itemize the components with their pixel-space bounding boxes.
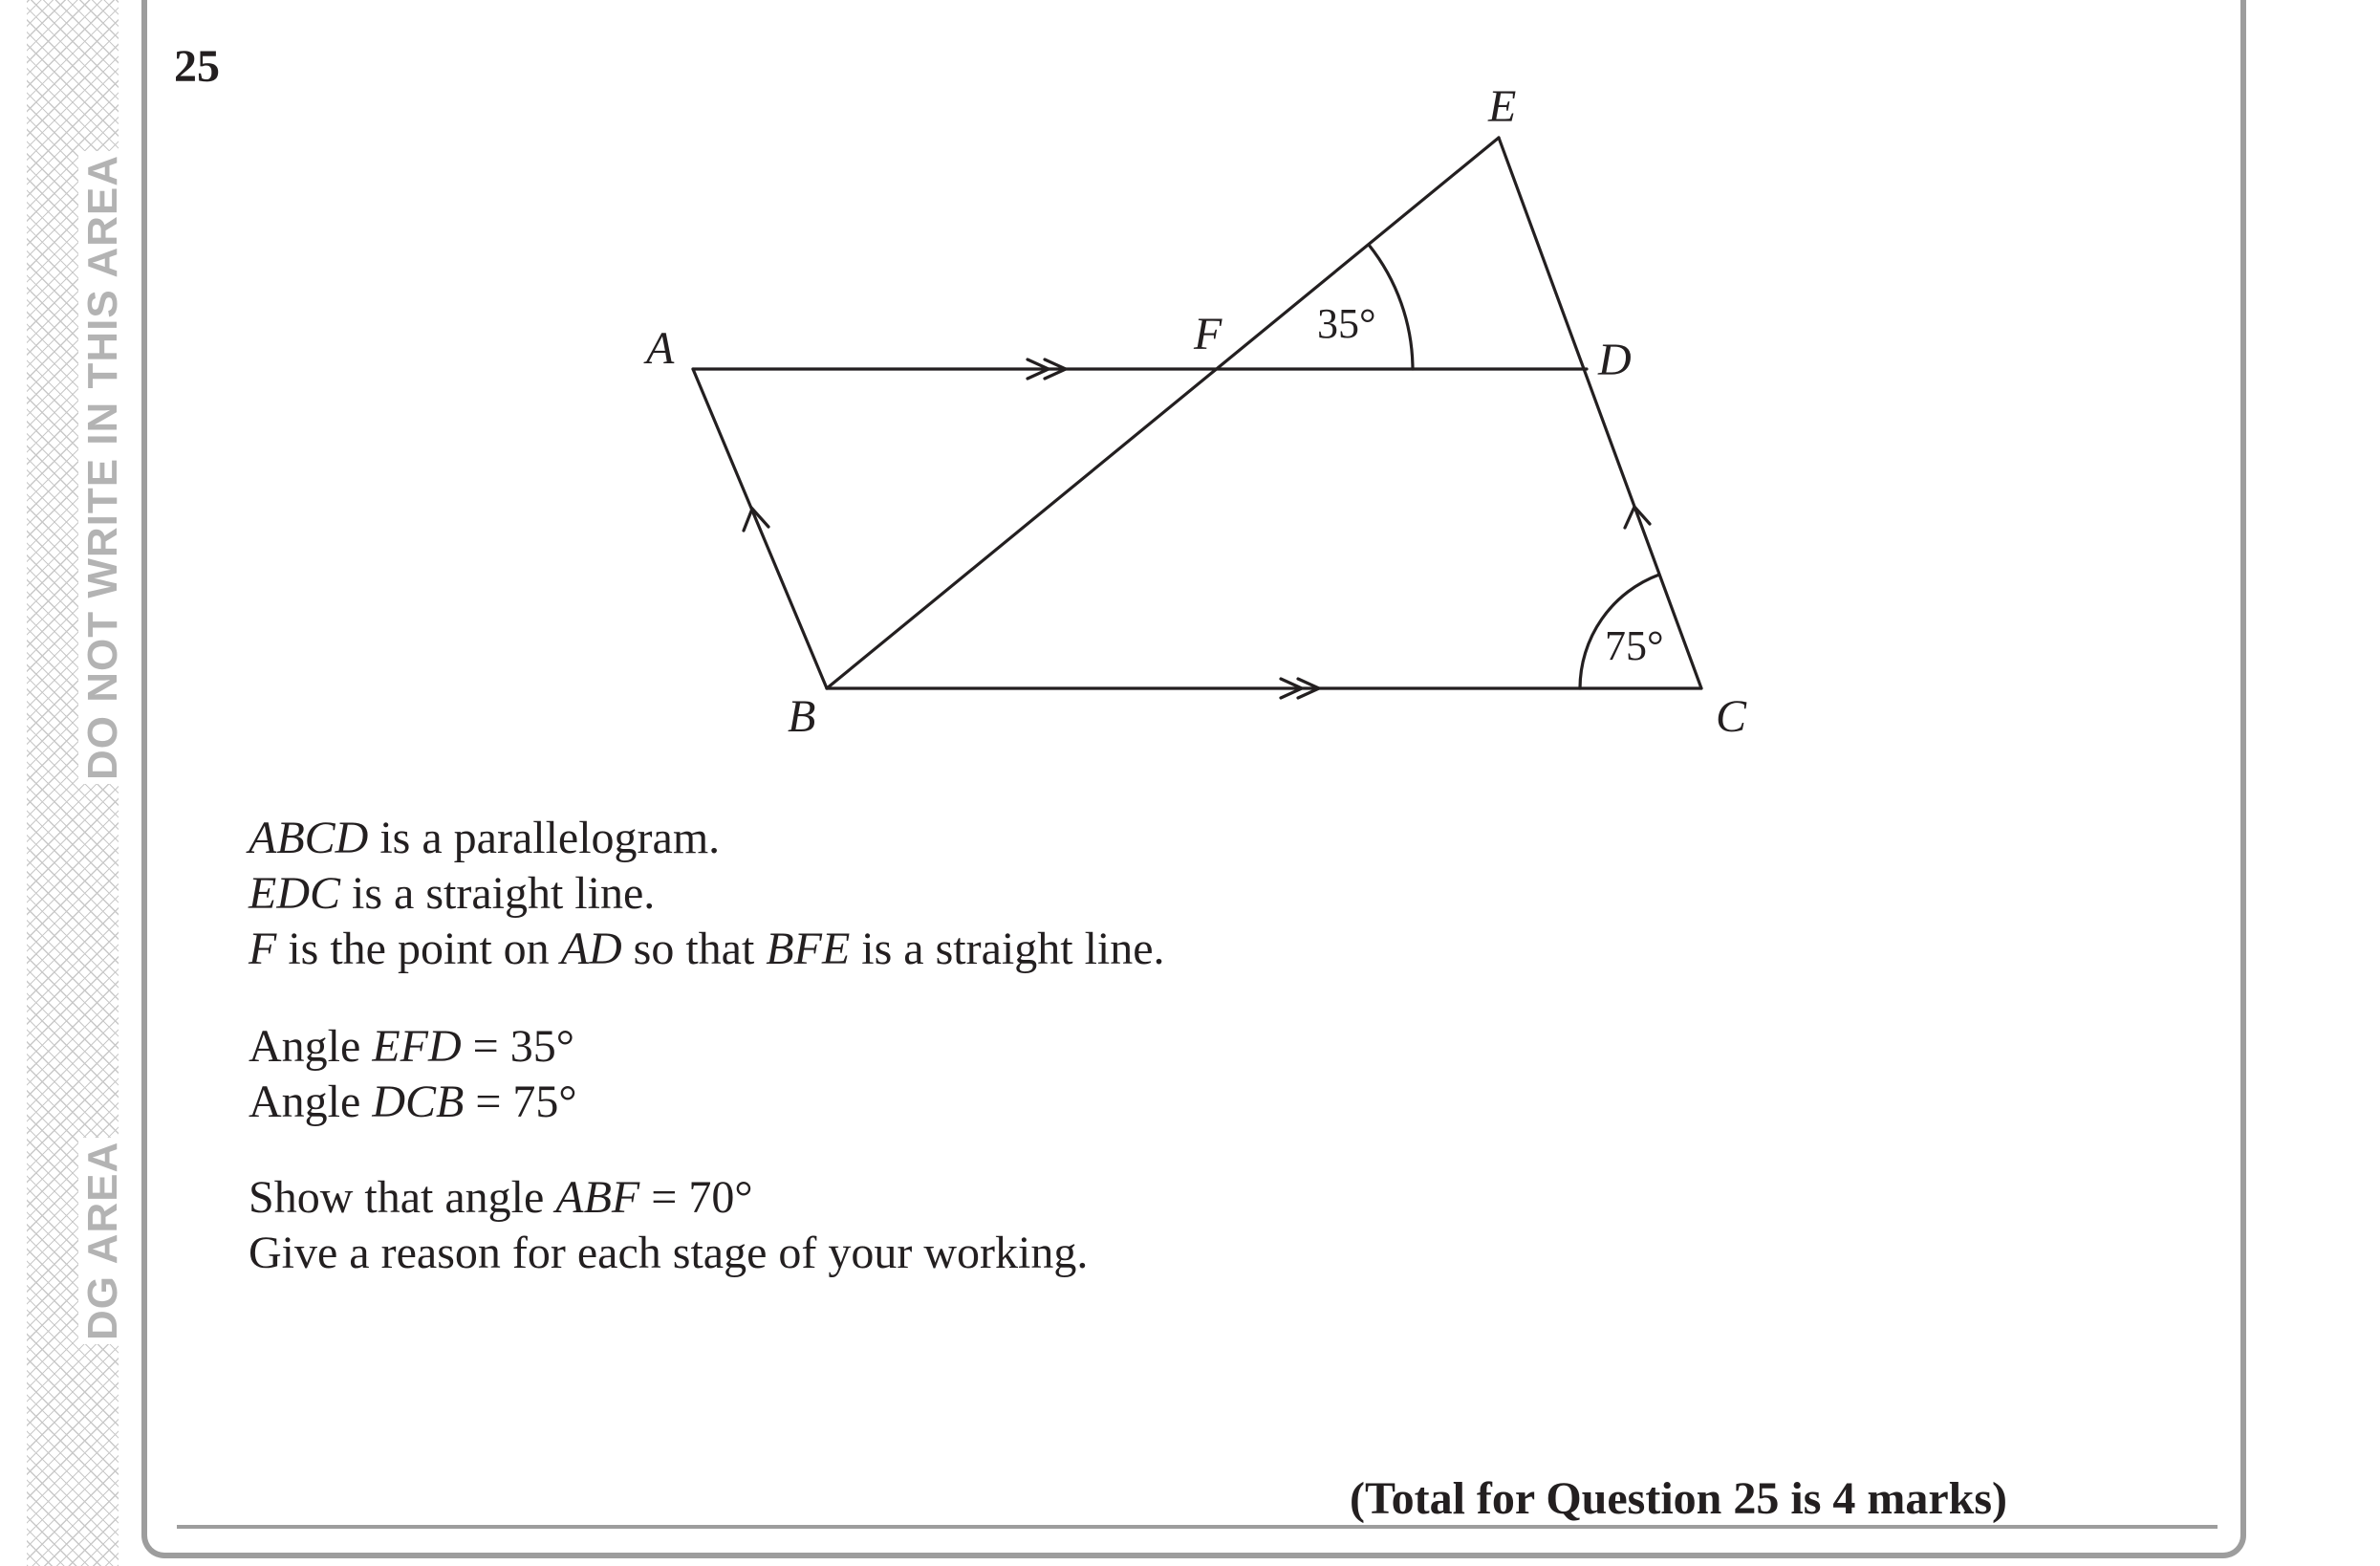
reason-instruction: Give a reason for each stage of your working. — [249, 1228, 1089, 1278]
point-label-f: F — [1194, 309, 1222, 359]
statement-point-f: F is the point on AD so that BFE is a straight line. — [249, 924, 1165, 974]
task-instructions — [249, 1170, 1088, 1281]
do-not-write-warning: DO NOT WRITE IN THIS AREA — [78, 151, 128, 784]
angle-label-efd: 35° — [1317, 300, 1376, 347]
angle-efd-statement: Angle EFD = 35° — [249, 1021, 574, 1072]
statement-parallelogram: ABCD is a parallelogram. — [249, 813, 721, 863]
do-not-write-warning-short: DG AREA — [78, 1138, 128, 1344]
angle-label-dcb: 75° — [1605, 622, 1664, 669]
segment-ec — [1499, 138, 1701, 688]
point-label-d: D — [1598, 335, 1632, 385]
point-label-b: B — [788, 691, 816, 742]
point-label-a: A — [646, 323, 675, 374]
question-total-marks: (Total for Question 25 is 4 marks) — [1350, 1473, 2008, 1524]
show-that-statement: Show that angle ABF = 70° — [249, 1172, 753, 1223]
point-label-c: C — [1716, 691, 1747, 742]
segment-be — [827, 138, 1499, 688]
given-statements — [249, 811, 1165, 977]
point-label-e: E — [1488, 81, 1517, 132]
segment-ab — [693, 369, 827, 688]
name-abcd: ABCD — [249, 813, 369, 863]
angle-dcb-statement: Angle DCB = 75° — [249, 1077, 577, 1127]
name-edc: EDC — [249, 868, 340, 919]
statement-straight-line: EDC is a straight line. — [249, 868, 656, 919]
given-angles — [249, 1019, 577, 1130]
question-number: 25 — [174, 41, 220, 92]
